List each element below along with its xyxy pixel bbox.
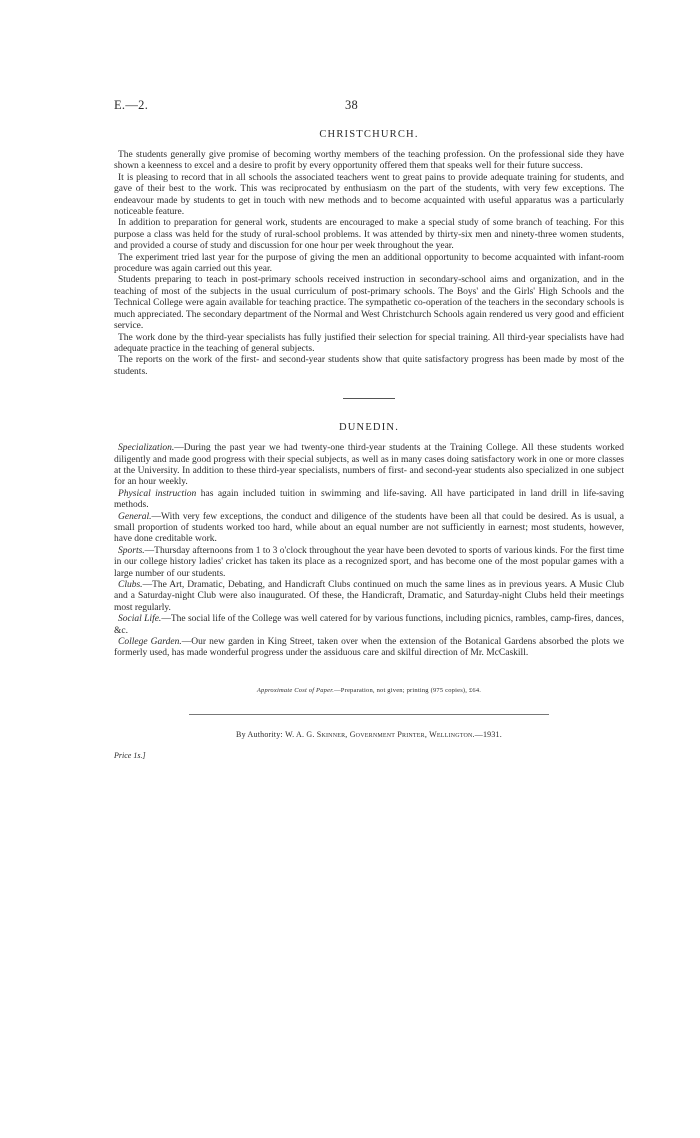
paragraph: In addition to preparation for general work, students are encouraged to make a special study of some branch of teaching. For this purpose a class was held for the study of rural-school problems. It was attended by thirty-six men and ninety-three women students, and provided a course of study and discussion for one hour per week throughout the year. — [114, 218, 624, 252]
paragraph-lead: Physical instruction — [118, 488, 197, 499]
paragraph-lead: College Garden. — [118, 637, 182, 648]
cost-of-paper-note — [114, 687, 624, 694]
paragraph-text: has again included tuition in swimming and life-saving. All have participated in land drill in life-saving methods. — [114, 488, 624, 511]
paragraph-general — [114, 512, 624, 546]
paragraph: It is pleasing to record that in all schools the associated teachers went to great pains to provide adequate training for students, and gave of their best to the work. This was reciprocated by enthusiasm on the part of the students, with very few exceptions. The endeavour made by students to get in touch with new methods and to become acquainted with useful apparatus was a particularly noticeable feature. — [114, 172, 624, 218]
paragraph-text: —Thursday afternoons from 1 to 3 o'clock throughout the year have been devoted to sports of various kinds. For the first time in our college history ladies' cricket has taken its place as a recognized sport, and has become one of the most popular games with a large number of our students. — [114, 545, 624, 579]
footer-rule — [189, 714, 549, 715]
printer-authority — [114, 730, 624, 739]
paragraph-social-life — [114, 614, 624, 637]
price-note: Price 1s.] — [114, 750, 146, 760]
document-reference: E.—2. — [114, 98, 149, 112]
paragraph: The reports on the work of the first- and second-year students show that quite satisfactory progress has been made by most of the students. — [114, 355, 624, 377]
paragraph: The students generally give promise of becoming worthy members of the teaching profession. On the professional side they have shown a keenness to excel and a desire to profit by every opportunity offered them that speaks well for their future success. — [114, 150, 624, 172]
paragraph-lead: Social Life. — [118, 614, 162, 625]
paragraph-lead: Sports. — [118, 545, 145, 556]
paragraph-lead: General. — [118, 511, 152, 522]
paragraph-sports — [114, 546, 624, 580]
paragraph-text: —Our new garden in King Street, taken over when the extension of the Botanical Gardens absorbed the plots we formerly used, has made wonderful progress under the assiduous care and skilful direction of Mr. McCaskill. — [114, 637, 624, 659]
paragraph-physical-instruction — [114, 489, 624, 512]
dunedin-section — [114, 443, 624, 660]
paragraph-text: —The Art, Dramatic, Debating, and Handicraft Clubs continued on much the same lines as in previous years. A Music Club and a Saturday-night Club were also inaugurated. Of these, the Handicraft, Dramatic, and Saturday-night Clubs held their meetings most regularly. — [114, 580, 624, 613]
paragraph-specialization — [114, 443, 624, 489]
page-body — [114, 98, 624, 760]
cost-text: —Preparation, not given; printing (975 copies), £64. — [334, 686, 482, 694]
paragraph: The experiment tried last year for the purpose of giving the men an additional opportunity to become acquainted with infant-room procedure was again carried out this year. — [114, 252, 624, 275]
paragraph-text: —The social life of the College was well catered for by various functions, including picnics, rambles, camp-fires, dances, &c. — [114, 614, 624, 636]
section-title-christchurch: CHRISTCHURCH. — [319, 129, 419, 140]
paragraph-text: —During the past year we had twenty-one third-year students at the Training College. All these students worked diligently and made good progress with their special subjects, as well as in many cases doing satisfactory work in one or more classes at the University. In addition to these third-year specialists, numbers of first- and second-year students also specialized in one subject for an hour weekly. — [114, 443, 624, 488]
authority-printer: W. A. G. Skinner, Government Printer, Wellington.—1931. — [285, 729, 502, 739]
section-divider — [343, 398, 395, 399]
cost-label: Approximate Cost of Paper. — [256, 686, 335, 694]
paragraph-text: —With very few exceptions, the conduct and diligence of the students have been all that could be desired. As is usual, a small proportion of students worked too hard, while about an equal number are not sufficiently in earnest; most students, however, have done creditable work. — [114, 511, 624, 545]
page-number: 38 — [345, 98, 359, 112]
paragraph-clubs — [114, 580, 624, 614]
paragraph-college-garden — [114, 637, 624, 660]
paragraph-lead: Clubs. — [118, 580, 143, 590]
paragraph: Students preparing to teach in post-primary schools received instruction in secondary-school aims and organization, and in the teaching of most of the subjects in the usual curriculum of post-primary schools. The Boys' and the Girls' High Schools and the Technical College were again available for teaching practice. The sympathetic co-operation of the teachers in the secondary schools is much appreciated. The secondary department of the Normal and West Christchurch Schools again rendered us very good and efficient service. — [114, 275, 624, 332]
christchurch-section — [114, 150, 624, 378]
paragraph: The work done by the third-year specialists has fully justified their selection for special training. All third-year specialists have had adequate practice in the teaching of general subjects. — [114, 332, 624, 354]
authority-prefix: By Authority: — [236, 729, 283, 739]
paragraph-lead: Specialization. — [118, 443, 175, 454]
section-title-dunedin: DUNEDIN. — [338, 422, 400, 434]
